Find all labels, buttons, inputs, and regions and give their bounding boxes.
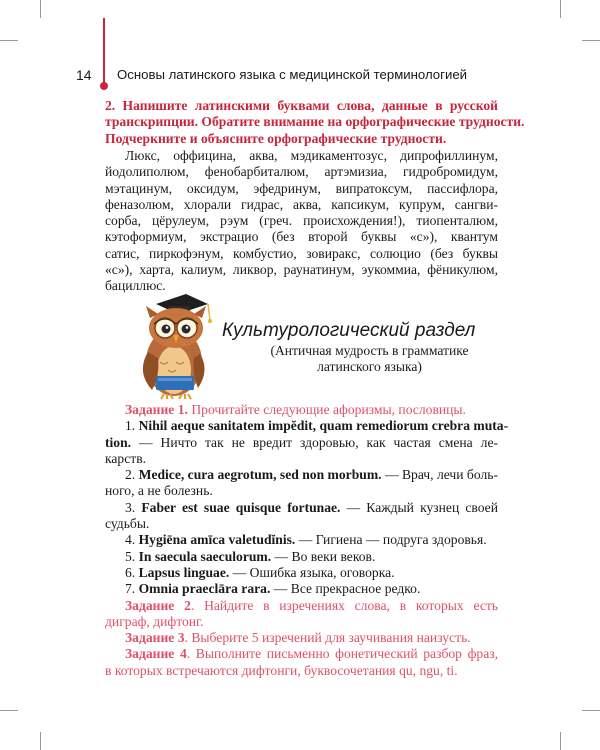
crop-mark bbox=[40, 732, 41, 750]
aphorism-item: 7. Omnia praeclāra rara. — Все прекрасное редко. bbox=[125, 581, 421, 597]
aphorism-item: 4. Hygiēna amīca valetudĭnis. — Гигиена — подруга здоровья. bbox=[125, 532, 487, 548]
owl-graduate-icon bbox=[126, 290, 216, 400]
aphorisms-block bbox=[105, 402, 509, 679]
task-3: Задание 3. Выберите 5 изречений для заучивания наизусть. bbox=[125, 630, 471, 646]
header-rule bbox=[103, 18, 105, 86]
section-title: Культурологический раздел bbox=[222, 320, 476, 341]
task-2-cont: диграф, дифтонг. bbox=[105, 613, 204, 629]
exercise-heading: 2. Напишите латинскими буквами слова, данные в русской транскрипции. Обратите внимание на орфографические трудности. Подчеркните и объясните орфографические трудности. bbox=[105, 98, 525, 146]
page-number: 14 bbox=[76, 67, 92, 83]
aphorism-item: 1. Nihil aeque sanitatem impĕdit, quam remediorum crebra muta- bbox=[125, 418, 509, 434]
crop-mark bbox=[0, 710, 18, 711]
aphorism-item-cont: ного, а не болезнь. bbox=[105, 483, 213, 499]
running-title: Основы латинского языка с медицинской терминологией bbox=[117, 67, 468, 82]
crop-mark bbox=[40, 0, 41, 18]
crop-mark bbox=[582, 710, 600, 711]
task-1: Задание 1. Прочитайте следующие афоризмы, пословицы. bbox=[125, 402, 466, 417]
aphorism-item: 5. In saecula saeculorum. — Во веки веков. bbox=[125, 548, 376, 564]
aphorism-item-cont: судьбы. bbox=[105, 516, 150, 532]
crop-mark bbox=[560, 0, 561, 18]
header-dot bbox=[100, 82, 108, 90]
section-subtitle: (Античная мудрость в грамматике латинского языка) bbox=[270, 343, 469, 374]
aphorism-item: 6. Lapsus linguae. — Ошибка языка, оговорка. bbox=[125, 564, 395, 580]
crop-mark bbox=[560, 732, 561, 750]
task-2: Задание 2. Найдите в изречениях слова, в которых есть bbox=[125, 597, 498, 613]
task-4: Задание 4. Выполните письменно фонетический разбор фраз, bbox=[125, 646, 498, 662]
exercise-body: Люкс, оффицина, аква, мэдикаментозус, дипрофиллинум, йодолиполюм, фенобарбиталюм, артэмизиа, гидробромидум, мэтацинум, оксидум, эфедринум, випратоксум, пассифлора, феназолюм, хлорали гидрас, аква, капсикум, купрум, сангви- сорба, цёрулеум, рэум (греч. происхождения!), тиопенталюм, кэтоформиум, экстрацио (без второй буквы «с»), квантум сатис, пиркофэнум, комбустио, зовиракс, солюцио (без буквы «с»), харта, калиум, ликвор, раунатинум, эукоммиа, фёникулюм, бациллюс. bbox=[105, 148, 498, 294]
crop-mark bbox=[0, 40, 18, 41]
aphorism-item-cont: карств. bbox=[105, 450, 147, 466]
aphorism-item-cont: tion. — Ничто так не вредит здоровью, как частая смена ле- bbox=[105, 434, 498, 450]
crop-mark bbox=[582, 40, 600, 41]
aphorism-item: 2. Medice, cura aegrotum, sed non morbum. — Врач, лечи боль- bbox=[125, 467, 498, 483]
task-4-cont: в которых встречаются дифтонги, буквосочетания qu, ngu, ti. bbox=[105, 662, 458, 678]
aphorism-item: 3. Faber est suae quisque fortunae. — Каждый кузнец своей bbox=[125, 499, 498, 515]
